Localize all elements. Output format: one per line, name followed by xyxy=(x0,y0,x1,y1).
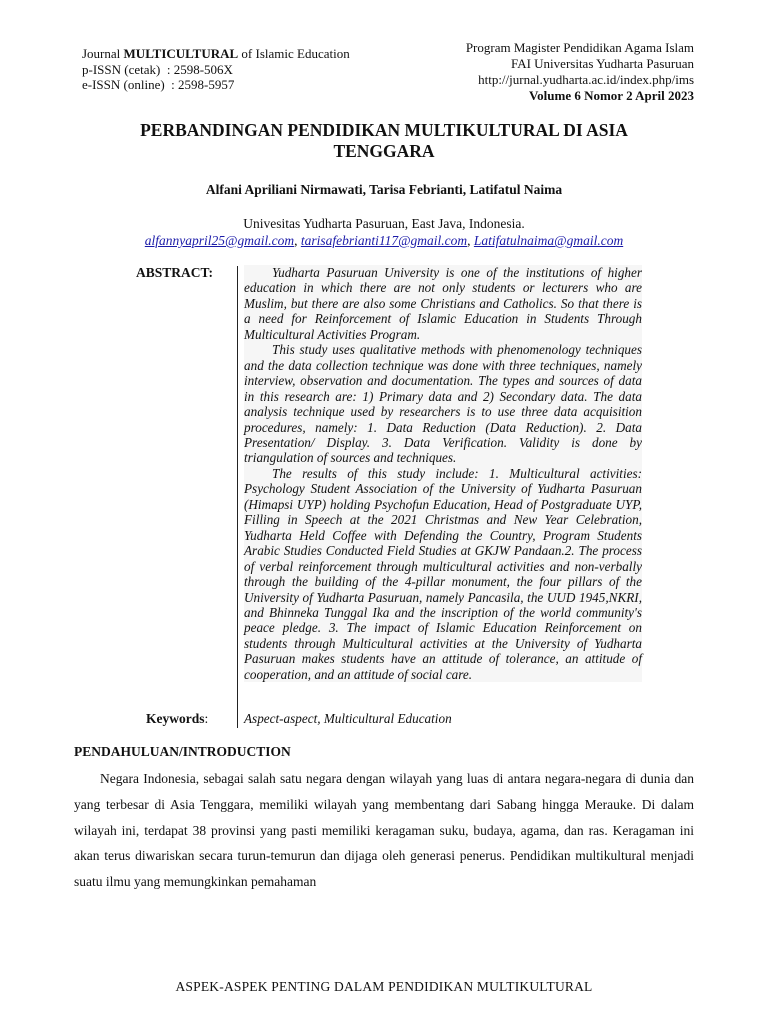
keywords-label: Keywords: xyxy=(146,711,209,726)
intro-paragraph: Negara Indonesia, sebagai salah satu negara dengan wilayah yang luas di antara negara-negara di dunia dan yang terbesar di Asia Tenggara, memiliki wilayah yang membentang dari Sabang hingga Merauke. Di dalam wilayah ini, terdapat 38 provinsi yang pasti memiliki keragaman suku, budaya, agama, dan ras. Keragaman ini akan terus diwariskan secara turun-temurun dan dijaga oleh generasi penerus. Pendidikan multikultural menjadi suatu ilmu yang memungkinkan pemahaman xyxy=(74,771,694,890)
keywords-text: Aspect-aspect, Multicultural Education xyxy=(244,711,452,726)
author-list: Alfani Apriliani Nirmawati, Tarisa Febrianti, Latifatul Naima xyxy=(205,182,563,197)
email-link[interactable]: alfannyapril25@gmail.com xyxy=(144,233,295,248)
abstract-paragraph: The results of this study include: 1. Multicultural activities: Psychology Student Association of the University of Yudharta Pasuruan (Himapsi UYP) holding Psychofun Education, Head of Postgraduate UYP, Filling in Speech at the 2021 Christmas and New Year Celebration, Yudharta Held Coffee with Defending the Country, Program Students Arabic Studies Conducted Field Studies at GKJW Pandaan.2. The process of verbal reinforcement through multicultural activities and non-verbally through the building of the 4-pillar monument, the four pillars of the University of Yudharta Pasuruan, namely Pancasila, the UUD 1945,NKRI, and Bhinneka Tunggal Ika and the inscription of the world community's peace pledge. 3. The impact of Islamic Education Reinforcement on students through Multicultural activities at the University of Yudharta Pasuruan makes students have an attitude of tolerance, an attitude of cooperation, and an attitude of social care. xyxy=(244,465,642,682)
journal-url: http://jurnal.yudharta.ac.id/index.php/ims xyxy=(478,72,694,87)
email-list: alfannyapril25@gmail.com, tarisafebrianti117@gmail.com, Latifatulnaima@gmail.com xyxy=(144,233,624,248)
program-name: Program Magister Pendidikan Agama Islam xyxy=(465,40,694,55)
affiliation-block xyxy=(60,215,708,249)
pissn: p-ISSN (cetak) : 2598-506X xyxy=(82,61,233,77)
volume-info: Volume 6 Nomor 2 April 2023 xyxy=(528,88,694,103)
abstract-divider xyxy=(237,266,238,728)
running-footer: ASPEK-ASPEK PENTING DALAM PENDIDIKAN MULTIKULTURAL xyxy=(175,979,593,994)
faculty-name: FAI Universitas Yudharta Pasuruan xyxy=(510,56,694,71)
email-link[interactable]: tarisafebrianti117@gmail.com xyxy=(300,233,468,248)
abstract-paragraph: This study uses qualitative methods with phenomenology techniques and the data collection technique was done with three techniques, namely interview, observation and documentation. The types and sources of data in this research are: 1) Primary data and 2) Secondary data. The data analysis technique used by researchers is to use three data acquisition procedures, namely: 1. Data Reduction (Data Reduction). 2. Data Presentation/ Display. 3. Data Verification. Validity is done by triangulation of sources and techniques. xyxy=(244,342,642,466)
publisher-header xyxy=(466,40,694,104)
abstract-body xyxy=(244,265,642,682)
affiliation: Univesitas Yudharta Pasuruan, East Java, Indonesia. xyxy=(243,216,525,231)
paper-title: PERBANDINGAN PENDIDIKAN MULTIKULTURAL DI ASIA TENGGARA xyxy=(140,120,628,161)
journal-name-line: Journal MULTICULTURAL of Islamic Education xyxy=(82,46,350,61)
eissn: e-ISSN (online) : 2598-5957 xyxy=(82,77,235,92)
journal-header xyxy=(82,46,350,93)
abstract-paragraph: Yudharta Pasuruan University is one of the institutions of higher education in which there are not only students or lecturers who are Muslim, but there are also some Christians and Catholics. So that there is a need for Reinforcement of Islamic Education in Students Through Multicultural Activities Program. xyxy=(244,265,642,342)
journal-name: MULTICULTURAL xyxy=(123,46,239,61)
email-link[interactable]: Latifatulnaima@gmail.com xyxy=(473,233,624,248)
section-heading: PENDAHULUAN/INTRODUCTION xyxy=(74,744,291,759)
abstract-label: ABSTRACT: xyxy=(136,265,214,280)
